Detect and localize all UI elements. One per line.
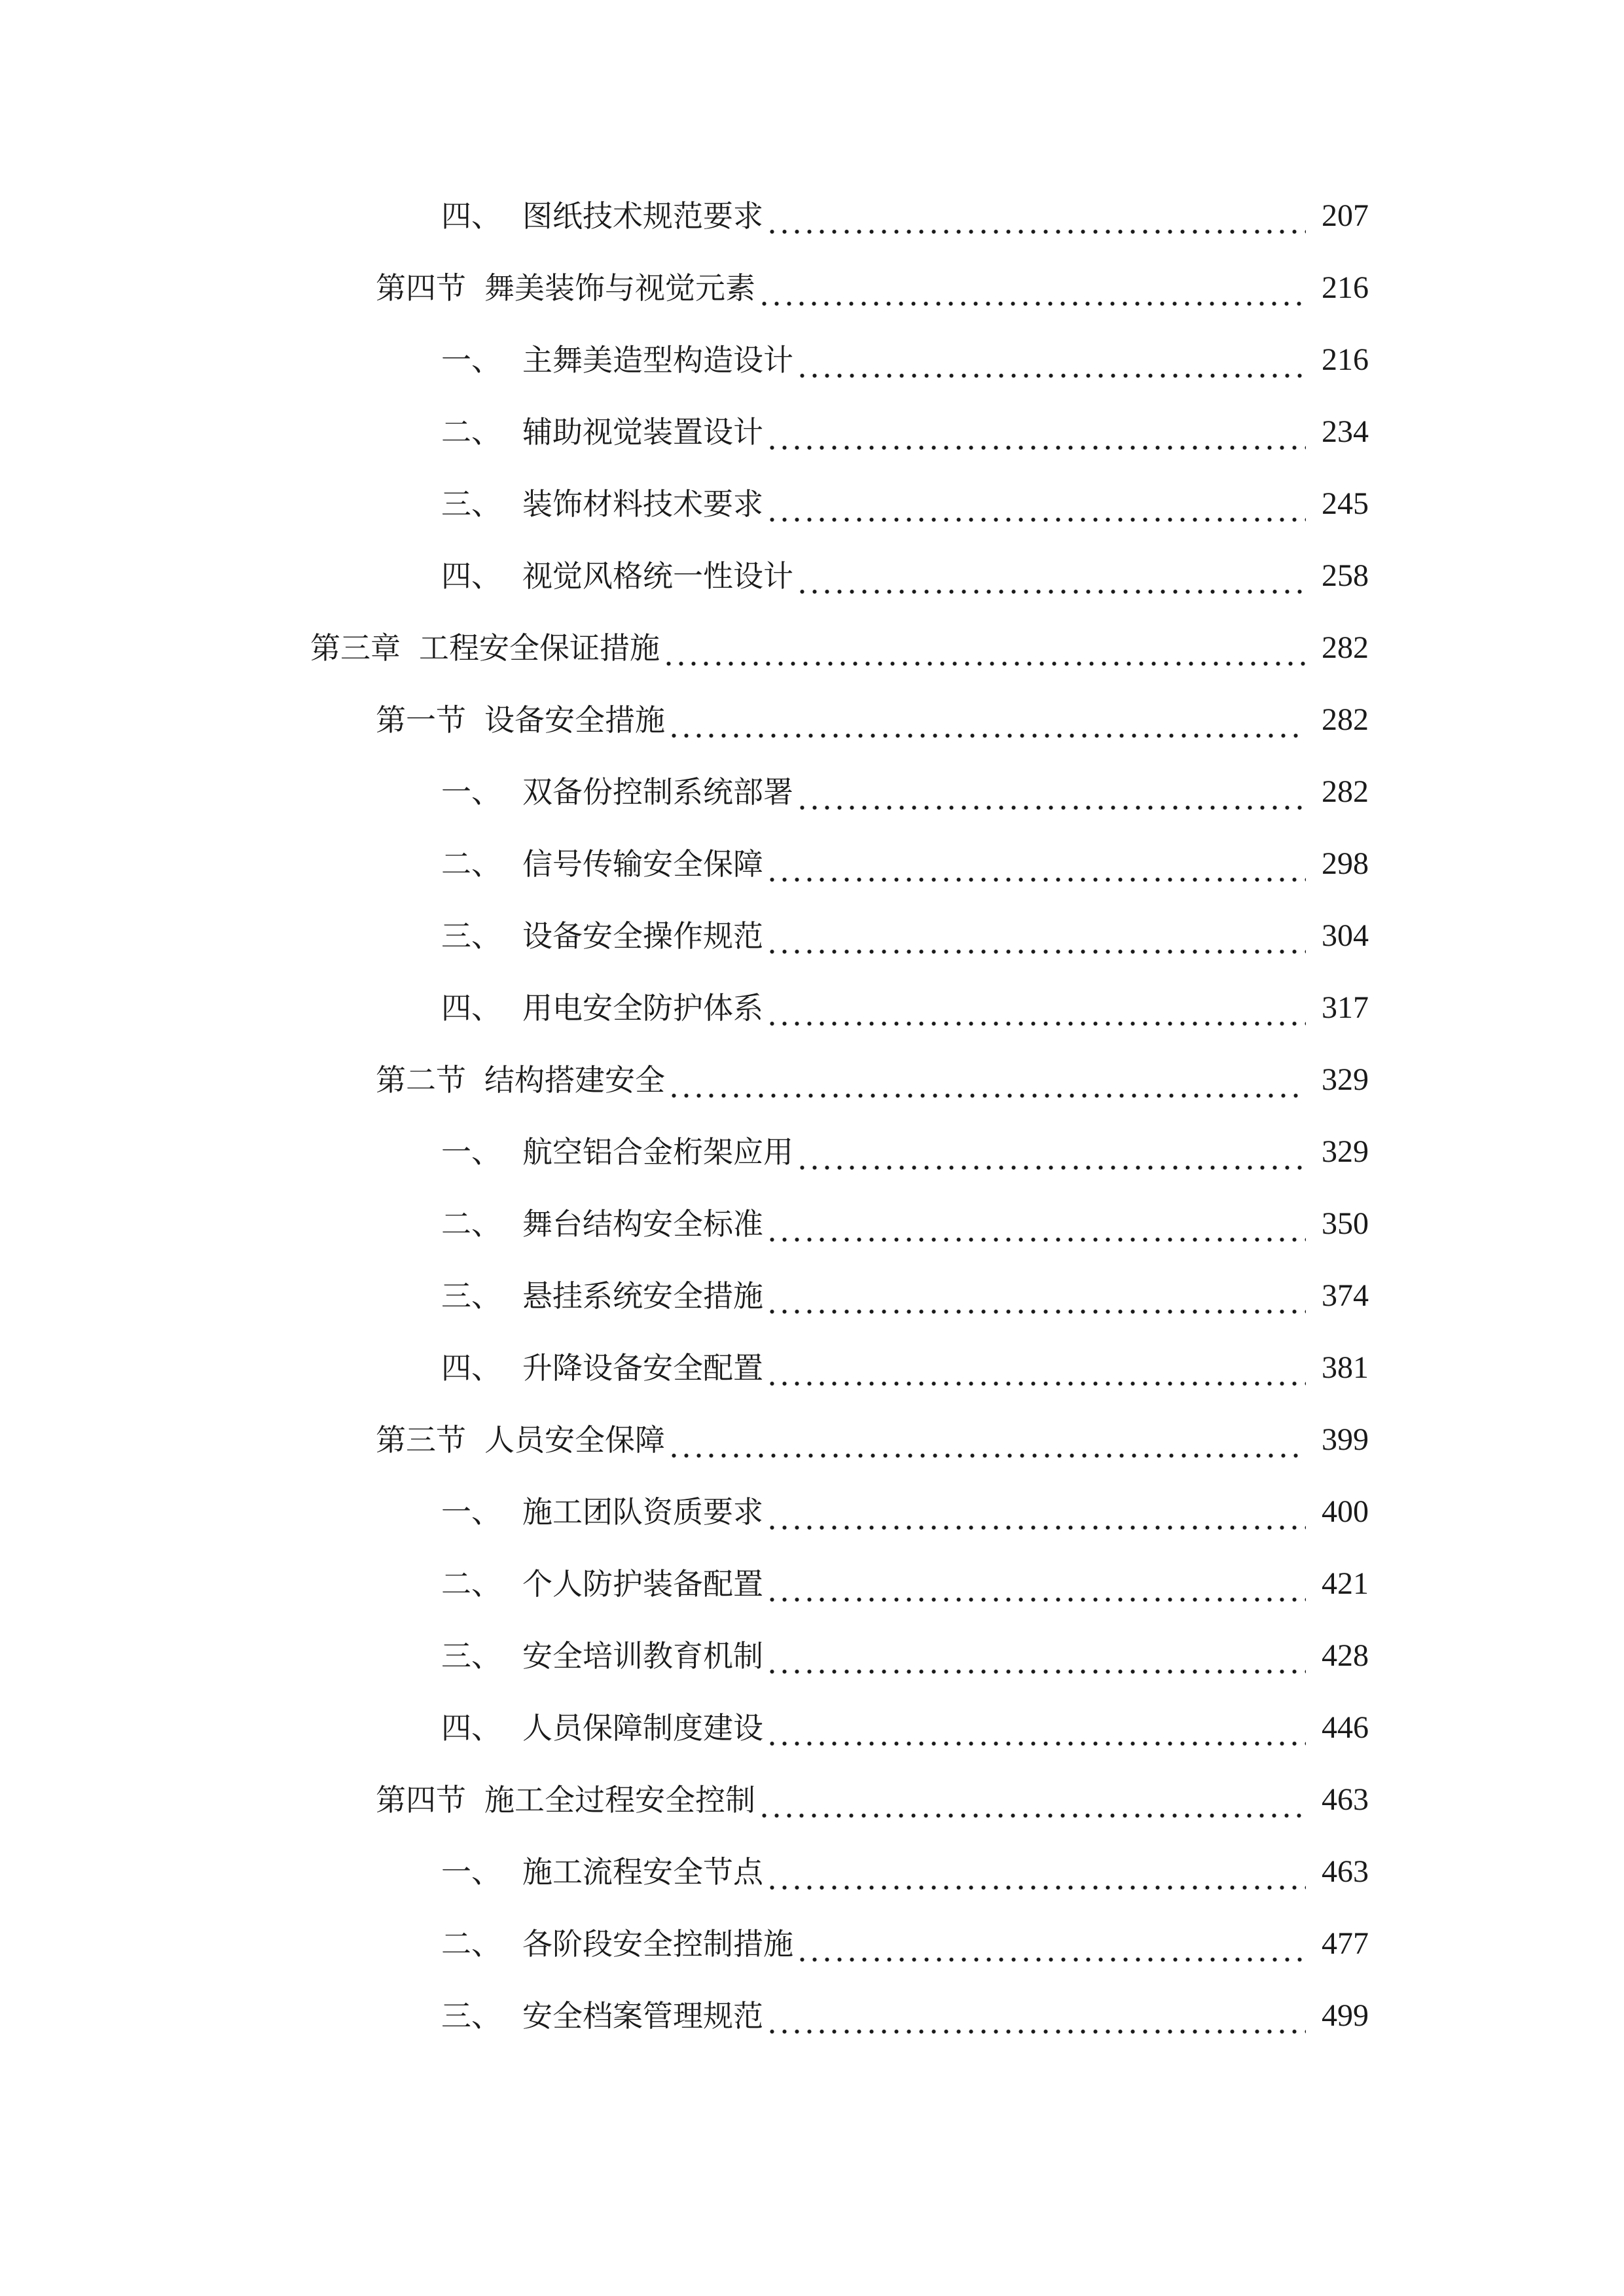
dot-leader bbox=[662, 622, 1306, 674]
toc-entry-title: 各阶段安全控制措施 bbox=[522, 1926, 793, 1962]
toc-entry-number: 三、 bbox=[441, 1998, 501, 2034]
toc-entry[interactable] bbox=[441, 1990, 1369, 2042]
toc-entry[interactable] bbox=[441, 1918, 1369, 1970]
toc-entry-title: 双备份控制系统部署 bbox=[522, 774, 793, 810]
toc-entry[interactable] bbox=[441, 1486, 1369, 1538]
toc-entry-title: 舞台结构安全标准 bbox=[522, 1206, 763, 1242]
toc-entry-number: 四、 bbox=[441, 198, 501, 234]
toc-entry-number: 四、 bbox=[441, 558, 501, 594]
toc-entry-title: 舞美装饰与视觉元素 bbox=[484, 270, 755, 306]
dot-leader bbox=[796, 1918, 1306, 1970]
toc-entry-title: 安全档案管理规范 bbox=[522, 1998, 763, 2034]
toc-entry[interactable] bbox=[441, 838, 1369, 890]
toc-entry-page: 207 bbox=[1322, 198, 1369, 233]
toc-entry-page: 400 bbox=[1322, 1494, 1369, 1529]
toc-entry-page: 258 bbox=[1322, 558, 1369, 593]
toc-entry-page: 329 bbox=[1322, 1062, 1369, 1097]
toc-entry-number: 一、 bbox=[441, 774, 501, 810]
toc-entry-label bbox=[376, 1774, 755, 1826]
toc-entry-page: 298 bbox=[1322, 846, 1369, 881]
toc-entry-page: 282 bbox=[1322, 774, 1369, 809]
toc-entry-title: 视觉风格统一性设计 bbox=[522, 558, 793, 594]
toc-entry-number: 一、 bbox=[441, 1134, 501, 1170]
dot-leader bbox=[766, 406, 1306, 458]
toc-entry[interactable] bbox=[376, 694, 1369, 746]
toc-entry-label bbox=[441, 838, 763, 890]
dot-leader bbox=[796, 766, 1306, 818]
toc-entry[interactable] bbox=[441, 910, 1369, 962]
toc-entry-label bbox=[441, 1918, 793, 1970]
toc-entry[interactable] bbox=[441, 1702, 1369, 1754]
toc-entry[interactable] bbox=[441, 478, 1369, 530]
toc-entry-number: 二、 bbox=[441, 1926, 501, 1962]
toc-entry-page: 350 bbox=[1322, 1206, 1369, 1241]
toc-entry-number: 第四节 bbox=[376, 270, 466, 306]
toc-entry-page: 381 bbox=[1322, 1350, 1369, 1385]
toc-entry-label bbox=[441, 910, 763, 962]
dot-leader bbox=[766, 910, 1306, 962]
toc-entry-number: 二、 bbox=[441, 1206, 501, 1242]
toc-entry-label bbox=[376, 694, 665, 746]
toc-entry-page: 317 bbox=[1322, 990, 1369, 1025]
toc-entry-page: 304 bbox=[1322, 918, 1369, 953]
toc-entry-number: 一、 bbox=[441, 342, 501, 378]
toc-entry-title: 装饰材料技术要求 bbox=[522, 486, 763, 522]
toc-entry-label bbox=[441, 1558, 763, 1610]
toc-entry-label bbox=[441, 334, 793, 386]
toc-entry-number: 四、 bbox=[441, 1710, 501, 1746]
toc-entry-page: 282 bbox=[1322, 702, 1369, 737]
toc-entry-page: 477 bbox=[1322, 1926, 1369, 1961]
toc-entry-label bbox=[310, 622, 660, 674]
toc-entry[interactable] bbox=[441, 982, 1369, 1034]
toc-entry-title: 结构搭建安全 bbox=[484, 1062, 665, 1098]
toc-entry[interactable] bbox=[441, 1558, 1369, 1610]
toc-entry-title: 施工流程安全节点 bbox=[522, 1854, 763, 1890]
toc-entry-title: 悬挂系统安全措施 bbox=[522, 1278, 763, 1314]
toc-entry[interactable] bbox=[376, 1414, 1369, 1466]
toc-entry-page: 428 bbox=[1322, 1638, 1369, 1673]
toc-entry-number: 四、 bbox=[441, 1350, 501, 1386]
toc-entry[interactable] bbox=[441, 1846, 1369, 1898]
dot-leader bbox=[766, 478, 1306, 530]
toc-entry-number: 三、 bbox=[441, 918, 501, 954]
toc-entry-title: 个人防护装备配置 bbox=[522, 1566, 763, 1602]
dot-leader bbox=[796, 550, 1306, 602]
toc-entry-number: 三、 bbox=[441, 1278, 501, 1314]
dot-leader bbox=[766, 838, 1306, 890]
toc-entry-title: 工程安全保证措施 bbox=[419, 630, 660, 666]
toc-entry-title: 主舞美造型构造设计 bbox=[522, 342, 793, 378]
dot-leader bbox=[796, 1126, 1306, 1178]
toc-entry-label bbox=[441, 982, 763, 1034]
toc-entry-title: 航空铝合金桁架应用 bbox=[522, 1134, 793, 1170]
toc-entry[interactable] bbox=[376, 262, 1369, 314]
toc-entry-number: 二、 bbox=[441, 1566, 501, 1602]
toc-entry[interactable] bbox=[441, 550, 1369, 602]
toc-entry-page: 421 bbox=[1322, 1566, 1369, 1601]
toc-entry-label bbox=[441, 1198, 763, 1250]
toc-entry-label bbox=[441, 1126, 793, 1178]
dot-leader bbox=[766, 1342, 1306, 1394]
toc-entry-label bbox=[441, 1486, 763, 1538]
toc-entry-label bbox=[441, 406, 763, 458]
toc-entry-title: 人员安全保障 bbox=[484, 1422, 665, 1458]
toc-entry-number: 第三章 bbox=[310, 630, 401, 666]
toc-entry-label bbox=[441, 550, 793, 602]
dot-leader bbox=[766, 1630, 1306, 1682]
toc-entry-number: 第一节 bbox=[376, 702, 466, 738]
toc-entry-number: 一、 bbox=[441, 1494, 501, 1530]
toc-entry-number: 三、 bbox=[441, 486, 501, 522]
toc-entry-page: 282 bbox=[1322, 630, 1369, 665]
toc-entry-page: 216 bbox=[1322, 270, 1369, 305]
toc-entry-title: 施工全过程安全控制 bbox=[484, 1782, 755, 1818]
toc-entry-label bbox=[441, 1630, 763, 1682]
toc-entry-page: 216 bbox=[1322, 342, 1369, 377]
toc-entry-page: 234 bbox=[1322, 414, 1369, 449]
toc-entry-page: 245 bbox=[1322, 486, 1369, 521]
toc-entry-title: 设备安全措施 bbox=[484, 702, 665, 738]
toc-entry-page: 329 bbox=[1322, 1134, 1369, 1169]
dot-leader bbox=[668, 1054, 1306, 1106]
toc-entry-number: 第三节 bbox=[376, 1422, 466, 1458]
toc-entry-title: 用电安全防护体系 bbox=[522, 990, 763, 1026]
toc-entry[interactable] bbox=[441, 1630, 1369, 1682]
toc-entry-page: 399 bbox=[1322, 1422, 1369, 1457]
toc-entry-label bbox=[441, 478, 763, 530]
toc-entry-label bbox=[441, 1270, 763, 1322]
dot-leader bbox=[766, 1990, 1306, 2042]
toc-entry-label bbox=[441, 766, 793, 818]
toc-entry[interactable] bbox=[310, 622, 1369, 674]
toc-entry[interactable] bbox=[376, 1054, 1369, 1106]
toc-entry[interactable] bbox=[376, 1774, 1369, 1826]
toc-entry-page: 374 bbox=[1322, 1278, 1369, 1313]
toc-entry-title: 图纸技术规范要求 bbox=[522, 198, 763, 234]
toc-entry-title: 人员保障制度建设 bbox=[522, 1710, 763, 1746]
dot-leader bbox=[796, 334, 1306, 386]
toc-entry[interactable] bbox=[441, 190, 1369, 242]
toc-entry-title: 设备安全操作规范 bbox=[522, 918, 763, 954]
toc-entry-label bbox=[441, 1846, 763, 1898]
toc-entry-title: 信号传输安全保障 bbox=[522, 846, 763, 882]
toc-entry-title: 升降设备安全配置 bbox=[522, 1350, 763, 1386]
toc-entry-label bbox=[441, 1702, 763, 1754]
dot-leader bbox=[758, 1774, 1306, 1826]
toc-entry-label bbox=[376, 1414, 665, 1466]
toc-entry-title: 辅助视觉装置设计 bbox=[522, 414, 763, 450]
toc-entry-title: 安全培训教育机制 bbox=[522, 1638, 763, 1674]
toc-entry[interactable] bbox=[441, 1126, 1369, 1178]
dot-leader bbox=[766, 1558, 1306, 1610]
toc-entry-page: 499 bbox=[1322, 1998, 1369, 2033]
toc-entry-number: 二、 bbox=[441, 846, 501, 882]
toc-entry-number: 二、 bbox=[441, 414, 501, 450]
dot-leader bbox=[766, 1486, 1306, 1538]
toc-entry-page: 463 bbox=[1322, 1782, 1369, 1817]
toc-entry-label bbox=[376, 262, 755, 314]
toc-entry-number: 三、 bbox=[441, 1638, 501, 1674]
toc-entry-label bbox=[441, 1990, 763, 2042]
toc-entry-page: 446 bbox=[1322, 1710, 1369, 1745]
toc-entry-label bbox=[376, 1054, 665, 1106]
toc-entry-label bbox=[441, 190, 763, 242]
toc-entry-label bbox=[441, 1342, 763, 1394]
toc-entry[interactable] bbox=[441, 1198, 1369, 1250]
dot-leader bbox=[766, 1702, 1306, 1754]
toc-entry-number: 四、 bbox=[441, 990, 501, 1026]
dot-leader bbox=[766, 1198, 1306, 1250]
dot-leader bbox=[766, 1270, 1306, 1322]
toc-entry-title: 施工团队资质要求 bbox=[522, 1494, 763, 1530]
toc-entry[interactable] bbox=[441, 766, 1369, 818]
dot-leader bbox=[758, 262, 1306, 314]
toc-entry-number: 第四节 bbox=[376, 1782, 466, 1818]
dot-leader bbox=[668, 694, 1306, 746]
toc-entry[interactable] bbox=[441, 1342, 1369, 1394]
toc-entry[interactable] bbox=[441, 1270, 1369, 1322]
dot-leader bbox=[766, 1846, 1306, 1898]
dot-leader bbox=[766, 190, 1306, 242]
toc-entry-number: 一、 bbox=[441, 1854, 501, 1890]
toc-entry-page: 463 bbox=[1322, 1854, 1369, 1889]
toc-entry-number: 第二节 bbox=[376, 1062, 466, 1098]
toc-entry[interactable] bbox=[441, 334, 1369, 386]
dot-leader bbox=[766, 982, 1306, 1034]
dot-leader bbox=[668, 1414, 1306, 1466]
toc-entry[interactable] bbox=[441, 406, 1369, 458]
